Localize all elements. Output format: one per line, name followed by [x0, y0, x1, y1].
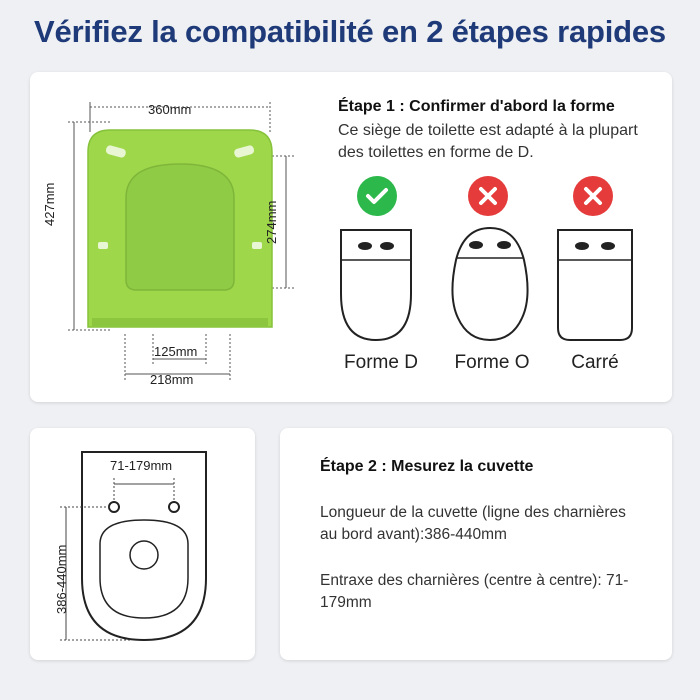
d-shape-outline	[341, 230, 411, 340]
hinge-distance-dimension: 71-179mm	[110, 458, 173, 473]
shape-label-d: Forme D	[344, 352, 418, 373]
step2-card	[280, 428, 672, 660]
step1-card	[30, 72, 672, 402]
step2-heading: Étape 2 : Mesurez la cuvette	[320, 458, 534, 475]
check-icon	[357, 176, 397, 216]
cross-icon	[573, 176, 613, 216]
step1-heading: Étape 1 : Confirmer d'abord la forme	[338, 98, 615, 115]
width-top-dimension: 360mm	[148, 102, 192, 117]
hinge-inner-dimension: 125mm	[154, 344, 198, 359]
o-shape-outline	[452, 228, 527, 340]
page-title: Vérifiez la compatibilité en 2 étapes rapides	[34, 14, 666, 49]
inner-length-dimension: 274mm	[264, 200, 279, 244]
cross-icon	[468, 176, 508, 216]
bowl-length-dimension: 386-440mm	[54, 544, 69, 614]
length-dimension: 427mm	[42, 182, 57, 226]
shape-label-square: Carré	[571, 352, 619, 373]
step1-description: Ce siège de toilette est adapté à la plupart des toilettes en forme de D.	[338, 122, 638, 161]
seat-opening	[126, 164, 234, 290]
square-shape-outline	[558, 230, 632, 340]
step2-paragraph-hinge: Entraxe des charnières (centre à centre): 71-179mm	[320, 572, 629, 611]
hinge-outer-dimension: 218mm	[150, 372, 194, 387]
toilet-shapes	[330, 222, 672, 347]
step2-paragraph-length: Longueur de la cuvette (ligne des charnières au bord avant):386-440mm	[320, 504, 626, 543]
bowl-diagram-card	[30, 428, 255, 660]
shape-label-o: Forme O	[454, 352, 530, 373]
